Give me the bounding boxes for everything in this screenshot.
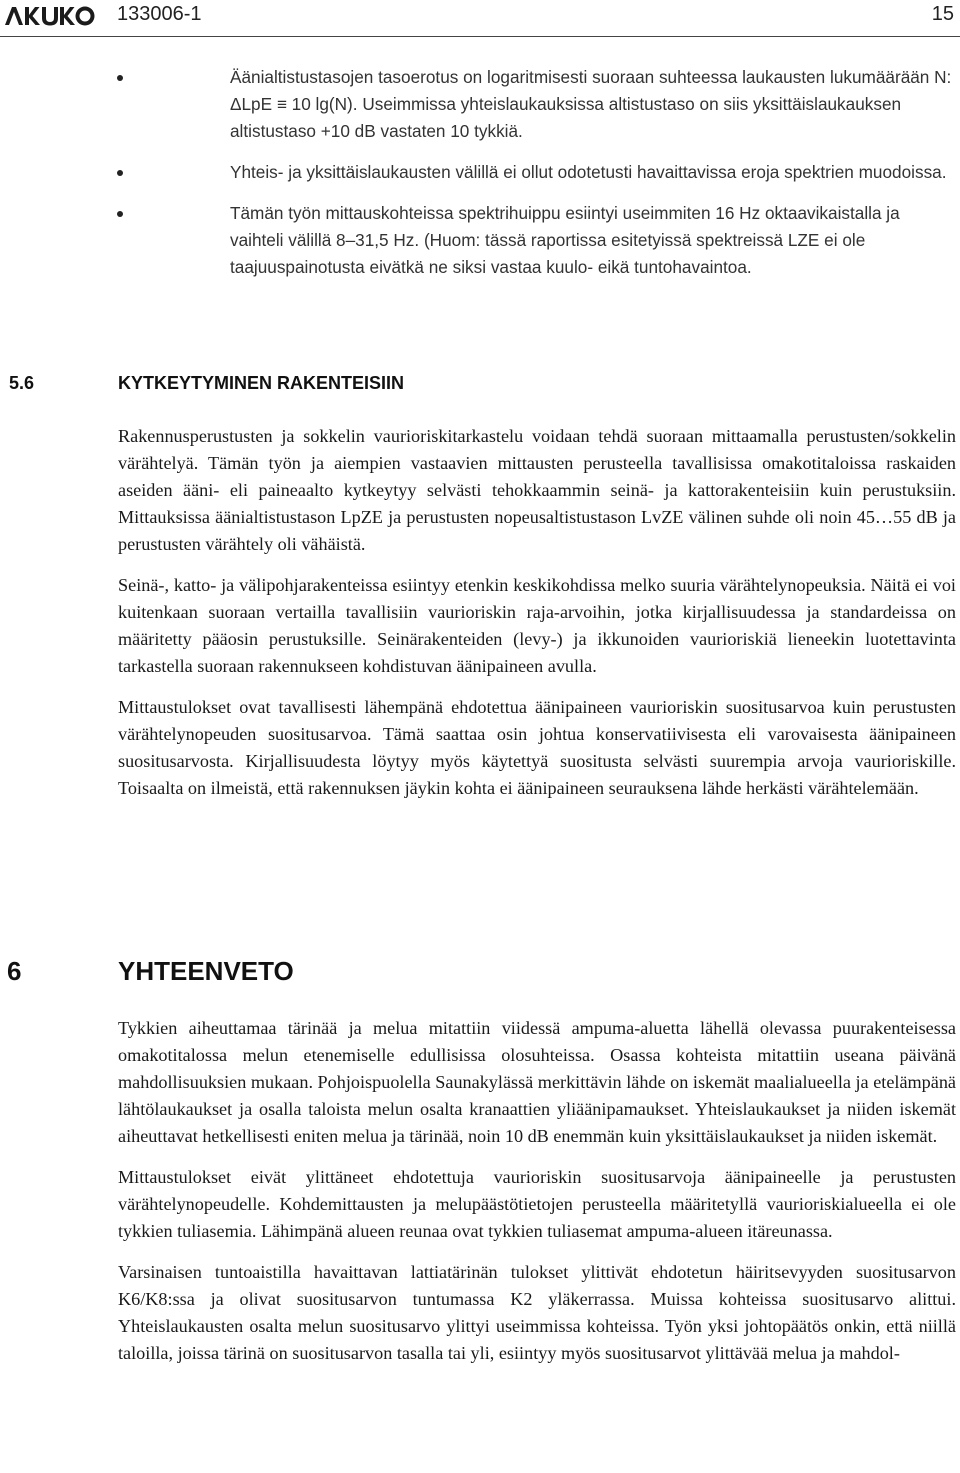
bullet-item-spectrum-shapes: Yhteis- ja yksittäislaukausten välillä ei ollut odotetusti havaittavissa eroja spektrien muodoissa. [0, 159, 960, 186]
chapter-paragraph-damage-risk: Mittaustulokset eivät ylittäneet ehdotettuja vaurioriskin suositusarvoja äänipaineelle ja perustusten värähtelynopeudelle. Kohdemittausten ja melupäästötietojen perusteella määritetyllä vaurioriskialueella ei ole tykkien tuliasemia. Lähimpänä alueen reunaa ovat tykkien tuliasemat ampuma-alueen itäreunassa. [118, 1167, 956, 1241]
page-header [0, 0, 960, 37]
section-paragraph-foundations: Rakennusperustusten ja sokkelin vaurioriskitarkastelu voidaan tehdä suoraan mittaamalla perustusten/sokkelin värähtelyä. Tämän työn ja aiempien vastaavien mittausten perusteella tavallisissa omakotitaloissa raskaiden aseiden ääni- eli paineaalto kytkeytyy selvästi tehokkaammin seinä- ja kattorakenteisiin kuin perustuksiin. Mittauksissa äänialtistustason LpZE ja perustusten nopeusaltistustason LvZE välinen suhde oli noin 45…55 dB ja perustusten värähtely oli vähäistä. [118, 426, 956, 554]
bullet-list [0, 64, 960, 295]
bullet-item-level-difference: Äänialtistustasojen tasoerotus on logaritmisesti suoraan suhteessa laukausten lukumäärään N: ΔLpE ≡ 10 lg(N). Useimmissa yhteislaukauksissa altistustaso on siis yksittäislaukauksen altistustaso +10 dB vastaten 10 tykkiä. [0, 64, 960, 145]
logo-mark [4, 3, 104, 29]
akukon-logo [4, 3, 104, 29]
document-number: 133006-1 [117, 3, 202, 25]
chapter-paragraph-measurements: Tykkien aiheuttamaa tärinää ja melua mitattiin viidessä ampuma-aluetta lähellä olevassa puurakenteisessa omakotitalossa melun etenemiselle edullisissa olosuhteissa. Osassa kohteista mitattiin useana päivänä mahdollisuuksien mukaan. Pohjoispuolella Saunakylässä merkittävin lähde on iskemät maalialueella ja etelämpänä lähtölaukaukset ja osalla taloista melun osalta kranaattien yliäänipamaukset. Yhteislaukaukset ja niiden iskemät aiheuttavat hetkellisesti eniten melua ja tärinää, noin 10 dB enemmän kuin yksittäislaukaukset ja niiden iskemät. [118, 1018, 956, 1146]
bullet-item-spectrum-peak: Tämän työn mittauskohteissa spektrihuippu esiintyi useimmiten 16 Hz oktaavikaistalla ja vaihteli välillä 8–31,5 Hz. (Huom: tässä raportissa esitetyissä spektreissä LZE ei ole taajuuspainotusta eivätkä ne siksi vastaa kuulo- eikä tuntohavaintoa. [0, 200, 960, 281]
page-number: 15 [931, 3, 954, 25]
chapter-body [118, 1015, 956, 1381]
chapter-number: 6 [7, 956, 22, 986]
section-paragraph-walls: Seinä-, katto- ja välipohjarakenteissa esiintyy etenkin keskikohdissa melko suuria värähtelynopeuksia. Näitä ei voi kuitenkaan suoraan vertailla tavallisiin vaurioriskin raja-arvoihin, jotka kirjallisuudessa ja standardeissa on määritetty pääosin perustuksille. Seinärakenteiden (levy-) ja ikkunoiden vaurioriskiä lieneekin luotettavinta tarkastella suoraan rakennukseen kohdistuvan äänipaineen avulla. [118, 575, 956, 676]
chapter-title: YHTEENVETO [118, 956, 294, 986]
chapter-paragraph-vibration: Varsinaisen tuntoaistilla havaittavan lattiatärinän tulokset ylittivät ehdotetun häiritsevyyden suositusarvon K6/K8:ssa ja olivat suositusarvon tuntumassa K2 yläkerrassa. Muissa kohteissa suositusarvo alittui. Yhteislaukausten osalta melun suositusarvo ylittyi useimmissa kohteissa. Työn yksi johtopäätös onkin, että niillä taloilla, joissa tärinä on suositusarvon tasalla tai yli, esiintyy myös suositusarvot ylittävää melua ja mahdol- [118, 1262, 956, 1363]
section-title: KYTKEYTYMINEN RAKENTEISIIN [118, 373, 405, 393]
section-paragraph-results: Mittaustulokset ovat tavallisesti lähempänä ehdotettua äänipaineen vaurioriskin suositusarvoa kuin perustusten värähtelynopeuden suositusarvoa. Tämä saattaa osin johtua konservatiivisesta eli varovaisesta äänipaineen suositusarvosta. Kirjallisuudesta löytyy myös käytettyä suositusta selvästi suurempia arvoja vaurioriskille. Toisaalta on ilmeistä, että rakennuksen jäykin kohta ei äänipaineen seurauksena lähde herkästi värähtelemään. [118, 697, 956, 798]
section-number: 5.6 [9, 373, 35, 393]
section-body [118, 423, 956, 816]
